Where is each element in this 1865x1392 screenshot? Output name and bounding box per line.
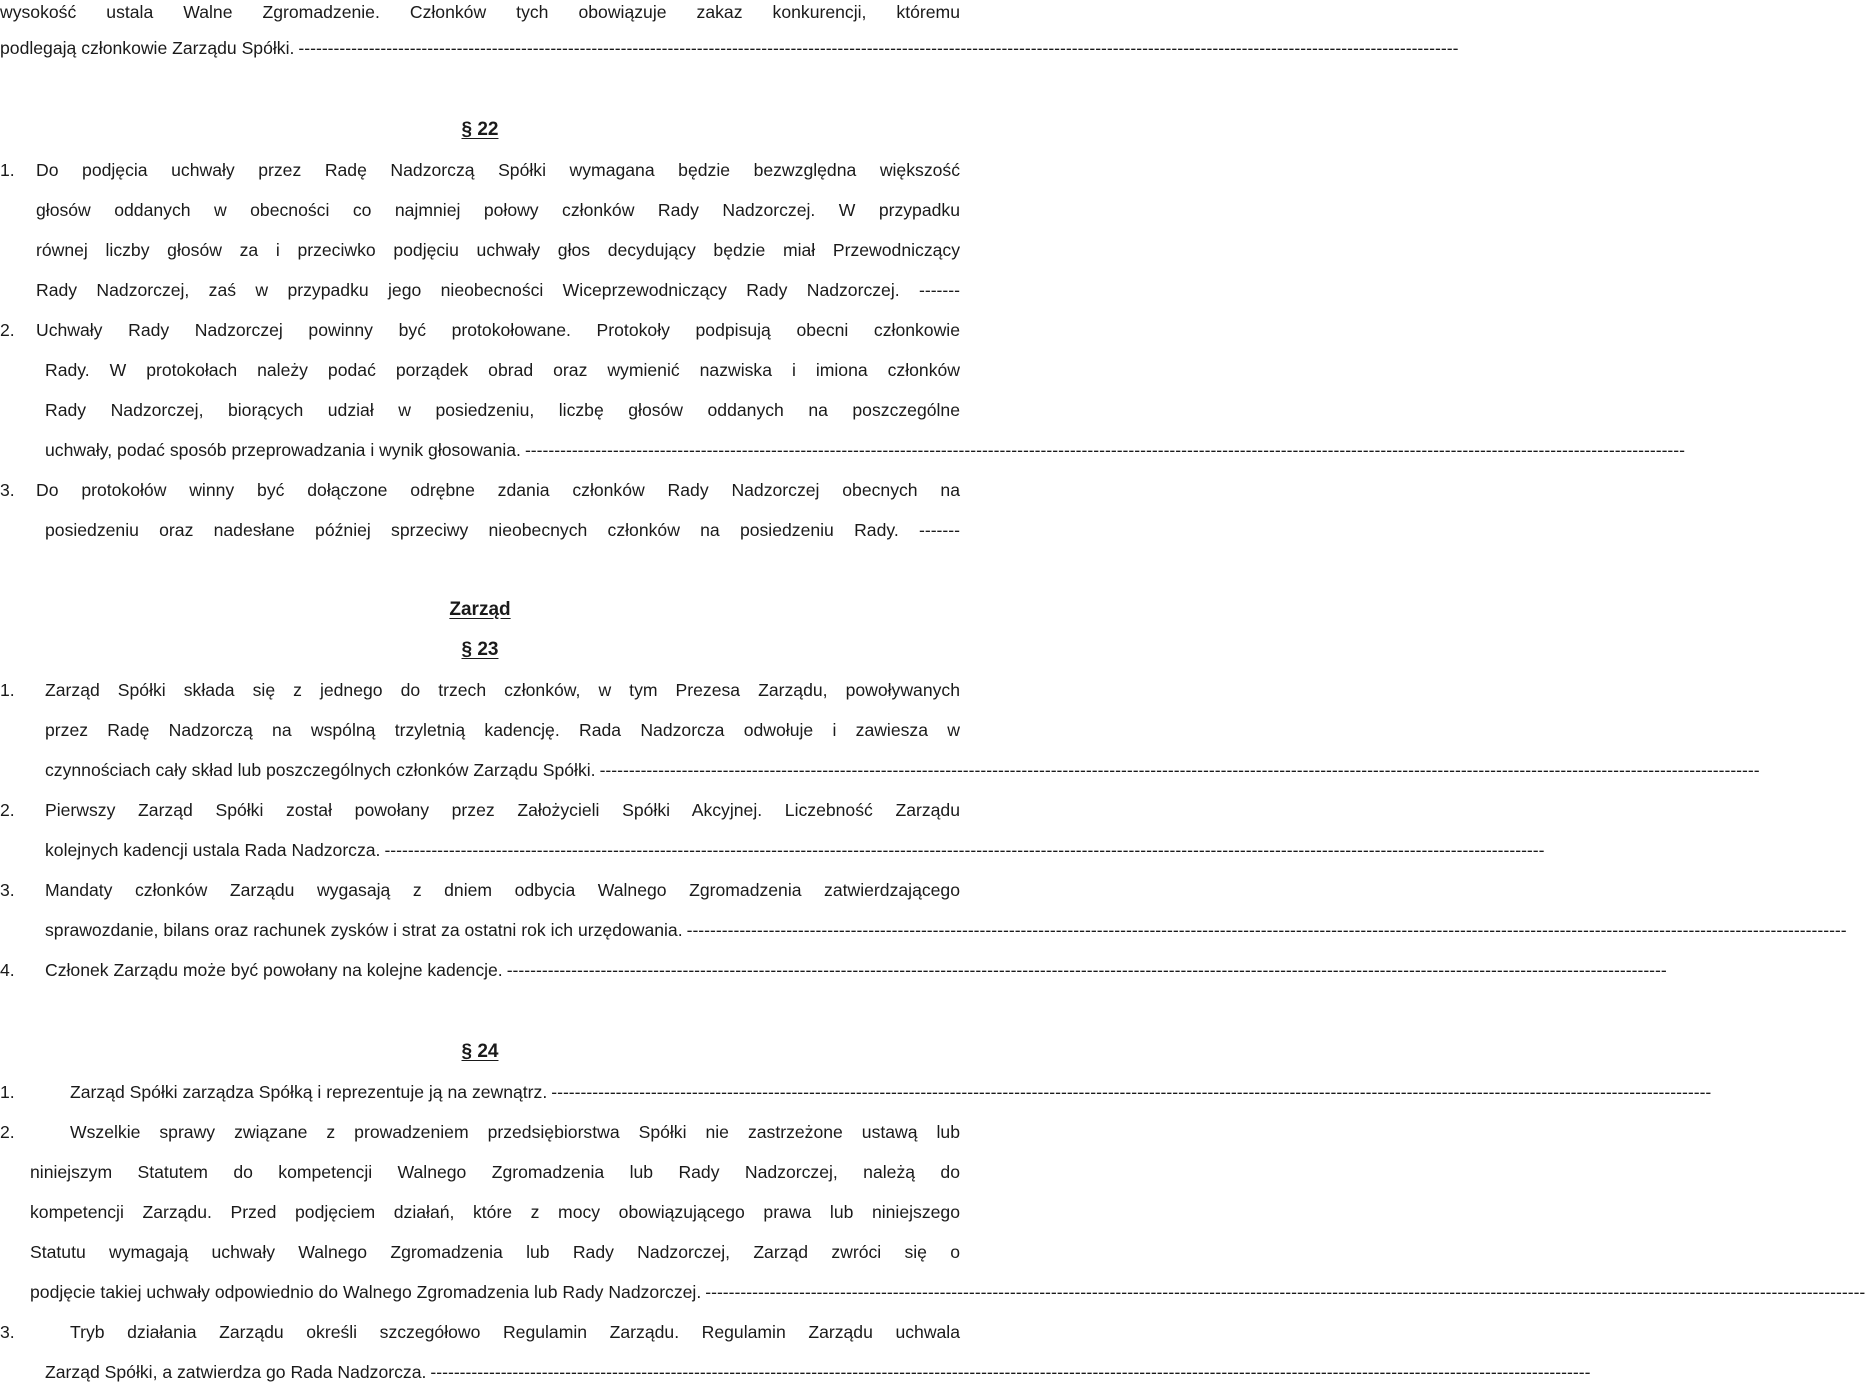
item-line: Rady. W protokołach należy podać porządek obrad oraz wymienić nazwiska i imiona członków <box>45 360 960 380</box>
section-23-heading-text: § 23 <box>461 639 499 660</box>
dash-filler: ------------------------------------------------------------------------------------------------------------------------------------------------------------------------------------------------------ <box>524 440 1686 460</box>
item-line-last <box>45 750 1760 790</box>
item-line: Wszelkie sprawy związane z prowadzeniem przedsiębiorstwa Spółki nie zastrzeżone ustawą lub <box>70 1122 960 1142</box>
item-line-text: Członek Zarządu może być powołany na kolejne kadencje. <box>45 960 503 980</box>
item-number: 2. <box>0 320 15 340</box>
item-line: przez Radę Nadzorczą na wspólną trzyletnią kadencję. Rada Nadzorcza odwołuje i zawiesza w <box>45 720 960 740</box>
item-line-text: sprawozdanie, bilans oraz rachunek zysków i strat za ostatni rok ich urzędowania. <box>45 920 683 940</box>
item-line-text: czynnościach cały skład lub poszczególnych członków Zarządu Spółki. <box>45 760 596 780</box>
item-line: kompetencji Zarządu. Przed podjęciem działań, które z mocy obowiązującego prawa lub niniejszego <box>30 1202 960 1222</box>
item-line-text: Zarząd Spółki zarządza Spółką i reprezentuje ją na zewnątrz. <box>70 1082 548 1102</box>
section-23-heading <box>0 630 960 670</box>
item-line: Rady Nadzorczej, zaś w przypadku jego nieobecności Wiceprzewodniczący Rady Nadzorczej. ------- <box>36 280 960 300</box>
item-number: 3. <box>0 1322 15 1342</box>
item-number: 4. <box>0 960 15 980</box>
dash-filler: ------------------------------------------------------------------------------------------------------------------------------------------------------------------------------------------------------ <box>686 920 1847 940</box>
dash-filler: ------------------------------------------------------------------------------------------------------------------------------------------------------------------------------------------------------ <box>430 1362 1591 1382</box>
item-line-last <box>70 1072 1712 1112</box>
item-line-last <box>45 1352 1591 1392</box>
chapter-title <box>0 590 960 630</box>
item-line-text: Zarząd Spółki, a zatwierdza go Rada Nadzorcza. <box>45 1362 427 1382</box>
item-line: Rady Nadzorczej, biorących udział w posiedzeniu, liczbę głosów oddanych na poszczególne <box>45 400 960 420</box>
item-line-last <box>45 910 1847 950</box>
intro-line-2 <box>0 28 1459 68</box>
item-number: 1. <box>0 680 15 700</box>
item-number: 3. <box>0 480 15 500</box>
item-line-last <box>45 430 1686 470</box>
item-line: głosów oddanych w obecności co najmniej połowy członków Rady Nadzorczej. W przypadku <box>36 200 960 220</box>
item-line-text: uchwały, podać sposób przeprowadzania i wynik głosowania. <box>45 440 521 460</box>
item-line-last <box>45 950 1667 990</box>
item-line: niniejszym Statutem do kompetencji Walnego Zgromadzenia lub Rady Nadzorczej, należą do <box>30 1162 960 1182</box>
item-number: 3. <box>0 880 15 900</box>
item-line: Statutu wymagają uchwały Walnego Zgromadzenia lub Rady Nadzorczej, Zarząd zwróci się o <box>30 1242 960 1262</box>
item-line: Pierwszy Zarząd Spółki został powołany przez Założycieli Spółki Akcyjnej. Liczebność Zarządu <box>45 800 960 820</box>
intro-line-2-text: podlegają członkowie Zarządu Spółki. <box>0 38 295 58</box>
item-line: Do podjęcia uchwały przez Radę Nadzorczą Spółki wymagana będzie bezwzględna większość <box>36 160 960 180</box>
item-line: Do protokołów winny być dołączone odrębne zdania członków Rady Nadzorczej obecnych na <box>36 480 960 500</box>
item-number: 1. <box>0 1082 15 1102</box>
item-line-last <box>30 1272 1865 1312</box>
dash-filler: ------------------------------------------------------------------------------------------------------------------------------------------------------------------------------------------------------ <box>705 1282 1865 1302</box>
dash-filler: ------------------------------------------------------------------------------------------------------------------------------------------------------------------------------------------------------ <box>384 840 1545 860</box>
item-number: 2. <box>0 800 15 820</box>
intro-line-1: wysokość ustala Walne Zgromadzenie. Członków tych obowiązuje zakaz konkurencji, któremu <box>0 2 960 22</box>
item-number: 2. <box>0 1122 15 1142</box>
dash-filler: ------------------------------------------------------------------------------------------------------------------------------------------------------------------------------------------------------ <box>506 960 1667 980</box>
dash-filler: ------------------------------------------------------------------------------------------------------------------------------------------------------------------------------------------------------ <box>298 38 1459 58</box>
dash-filler: ------------------------------------------------------------------------------------------------------------------------------------------------------------------------------------------------------ <box>599 760 1760 780</box>
section-24-heading-text: § 24 <box>461 1041 499 1062</box>
section-22-heading-text: § 22 <box>461 119 499 140</box>
item-line: Uchwały Rady Nadzorczej powinny być protokołowane. Protokoły podpisują obecni członkowie <box>36 320 960 340</box>
item-number: 1. <box>0 160 15 180</box>
item-line-text: kolejnych kadencji ustala Rada Nadzorcza. <box>45 840 381 860</box>
section-22-heading <box>0 110 960 150</box>
item-line: Zarząd Spółki składa się z jednego do trzech członków, w tym Prezesa Zarządu, powoływanych <box>45 680 960 700</box>
item-line: równej liczby głosów za i przeciwko podjęciu uchwały głos decydujący będzie miał Przewodniczący <box>36 240 960 260</box>
dash-filler: ------------------------------------------------------------------------------------------------------------------------------------------------------------------------------------------------------ <box>551 1082 1712 1102</box>
item-line: Mandaty członków Zarządu wygasają z dniem odbycia Walnego Zgromadzenia zatwierdzającego <box>45 880 960 900</box>
item-line-last <box>45 830 1545 870</box>
chapter-title-text: Zarząd <box>449 599 511 620</box>
item-line-text: podjęcie takiej uchwały odpowiednio do Walnego Zgromadzenia lub Rady Nadzorczej. <box>30 1282 702 1302</box>
item-line: Tryb działania Zarządu określi szczegółowo Regulamin Zarządu. Regulamin Zarządu uchwala <box>70 1322 960 1342</box>
item-line: posiedzeniu oraz nadesłane później sprzeciwy nieobecnych członków na posiedzeniu Rady. ------- <box>45 520 960 540</box>
section-24-heading <box>0 1032 960 1072</box>
